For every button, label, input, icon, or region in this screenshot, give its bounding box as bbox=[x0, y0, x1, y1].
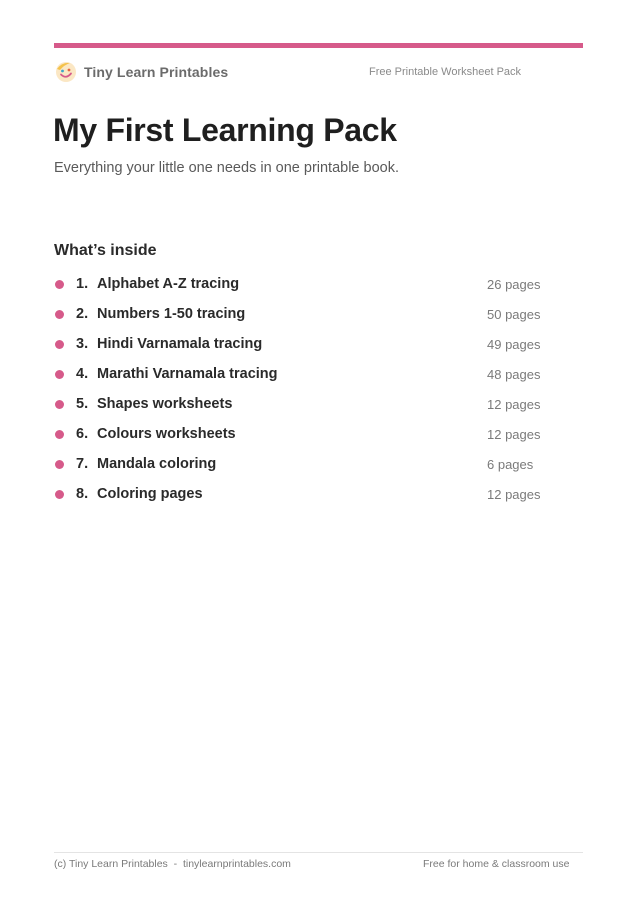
item-title: Shapes worksheets bbox=[97, 396, 233, 412]
smiling-face-icon bbox=[54, 60, 78, 84]
item-page-count: 26 pages bbox=[487, 277, 541, 292]
bullet-dot-icon bbox=[55, 370, 64, 379]
footer-usage-note: Free for home & classroom use bbox=[423, 858, 570, 870]
item-number: 3. bbox=[76, 336, 89, 352]
item-title: Mandala coloring bbox=[97, 456, 217, 472]
list-item bbox=[54, 359, 584, 389]
item-number: 5. bbox=[76, 396, 89, 412]
brand bbox=[54, 60, 228, 84]
bullet-dot-icon bbox=[55, 400, 64, 409]
item-number: 7. bbox=[76, 456, 89, 472]
footer-copyright: (c) Tiny Learn Printables - tinylearnprintables.com bbox=[54, 858, 291, 870]
item-title: Colours worksheets bbox=[97, 426, 236, 442]
item-title: Marathi Varnamala tracing bbox=[97, 366, 278, 382]
bullet-dot-icon bbox=[55, 460, 64, 469]
bullet-dot-icon bbox=[55, 310, 64, 319]
bullet-dot-icon bbox=[55, 340, 64, 349]
page-subtitle: Everything your little one needs in one printable book. bbox=[54, 160, 399, 176]
list-item bbox=[54, 479, 584, 509]
brand-name: Tiny Learn Printables bbox=[84, 64, 229, 80]
item-page-count: 50 pages bbox=[487, 307, 541, 322]
list-item bbox=[54, 269, 584, 299]
contents-list bbox=[54, 269, 584, 509]
item-number: 8. bbox=[76, 486, 89, 502]
item-page-count: 6 pages bbox=[487, 457, 534, 472]
item-number: 4. bbox=[76, 366, 89, 382]
item-title: Coloring pages bbox=[97, 486, 203, 502]
bullet-dot-icon bbox=[55, 490, 64, 499]
bullet-dot-icon bbox=[55, 280, 64, 289]
list-item bbox=[54, 329, 584, 359]
header-accent-rule bbox=[54, 43, 583, 48]
item-title: Hindi Varnamala tracing bbox=[97, 336, 263, 352]
header-tagline: Free Printable Worksheet Pack bbox=[369, 66, 522, 78]
item-page-count: 12 pages bbox=[487, 427, 541, 442]
footer-divider bbox=[54, 852, 583, 853]
item-title: Numbers 1-50 tracing bbox=[97, 306, 246, 322]
item-page-count: 49 pages bbox=[487, 337, 541, 352]
item-title: Alphabet A-Z tracing bbox=[97, 276, 240, 292]
list-item bbox=[54, 419, 584, 449]
item-page-count: 12 pages bbox=[487, 397, 541, 412]
page-title: My First Learning Pack bbox=[53, 112, 397, 148]
item-page-count: 48 pages bbox=[487, 367, 541, 382]
item-number: 1. bbox=[76, 276, 89, 292]
bullet-dot-icon bbox=[55, 430, 64, 439]
item-number: 2. bbox=[76, 306, 89, 322]
list-item bbox=[54, 449, 584, 479]
item-page-count: 12 pages bbox=[487, 487, 541, 502]
item-number: 6. bbox=[76, 426, 89, 442]
contents-heading: What’s inside bbox=[54, 242, 157, 259]
list-item bbox=[54, 299, 584, 329]
list-item bbox=[54, 389, 584, 419]
